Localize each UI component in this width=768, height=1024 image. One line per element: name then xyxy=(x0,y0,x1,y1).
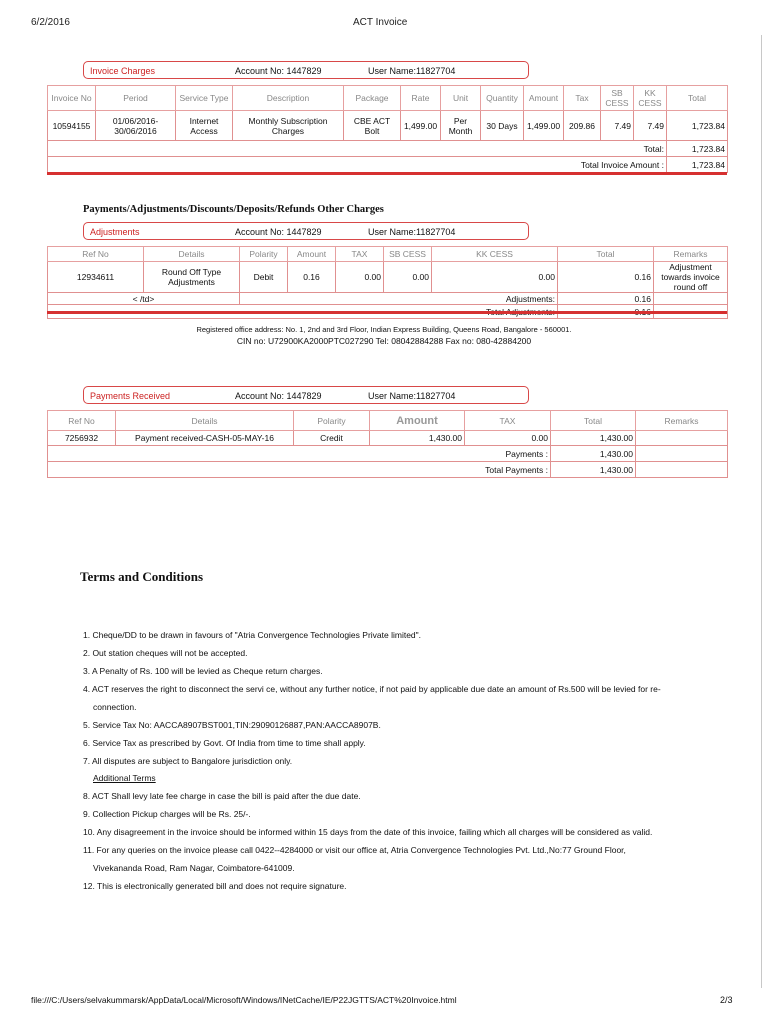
invoice-total-value: 1,723.84 xyxy=(667,141,728,157)
term-10: 10. Any disagreement in the invoice should be informed within 15 days from the date of this invoice, failing which all charges will be considered as valid. xyxy=(83,827,653,837)
adj-cell-polarity: Debit xyxy=(240,262,288,293)
print-file-path: file:///C:/Users/selvakummarsk/AppData/Local/Microsoft/Windows/INetCache/IE/P22JGTTS/ACT%20Invoice.html xyxy=(31,995,457,1005)
pay-sub-empty xyxy=(636,446,728,462)
payments-row xyxy=(48,431,728,446)
col-unit: Unit xyxy=(441,86,481,111)
payments-user-name: User Name:11827704 xyxy=(368,391,456,401)
pay-sub-value: 1,430.00 xyxy=(551,446,636,462)
cell-unit: Per Month xyxy=(441,111,481,141)
adjustments-label: Adjustments xyxy=(90,227,140,237)
col-description: Description xyxy=(233,86,344,111)
col-quantity: Quantity xyxy=(481,86,524,111)
term-5: 5. Service Tax No: AACCA8907BST001,TIN:29090126887,PAN:AACCA8907B. xyxy=(83,720,381,730)
adjustments-user-name: User Name:11827704 xyxy=(368,227,456,237)
invoice-account-no: Account No: 1447829 xyxy=(235,66,322,76)
adj-col-amount: Amount xyxy=(288,247,336,262)
payments-section-title: Payments/Adjustments/Discounts/Deposits/Refunds Other Charges xyxy=(83,204,384,215)
pay-cell-remarks xyxy=(636,431,728,446)
invoice-user-name: User Name:11827704 xyxy=(368,66,456,76)
adj-col-polarity: Polarity xyxy=(240,247,288,262)
pay-col-tax: TAX xyxy=(465,411,551,431)
term-7: 7. All disputes are subject to Bangalore jurisdiction only. xyxy=(83,756,293,766)
print-page-number: 2/3 xyxy=(720,995,733,1005)
col-kk-cess: KK CESS xyxy=(634,86,667,111)
pay-col-amount: Amount xyxy=(370,411,465,431)
adj-cell-tax: 0.00 xyxy=(336,262,384,293)
adj-sub-empty xyxy=(654,293,728,305)
pay-col-polarity: Polarity xyxy=(294,411,370,431)
term-9: 9. Collection Pickup charges will be Rs. 25/-. xyxy=(83,809,251,819)
payments-header-row xyxy=(48,411,728,431)
invoice-grand-value: 1,723.84 xyxy=(667,157,728,173)
pay-cell-amount: 1,430.00 xyxy=(370,431,465,446)
pay-cell-total: 1,430.00 xyxy=(551,431,636,446)
right-border-line xyxy=(761,35,762,988)
adjustments-header xyxy=(83,222,529,240)
adj-sub-value: 0.16 xyxy=(558,293,654,305)
col-tax: Tax xyxy=(564,86,601,111)
invoice-charges-table xyxy=(47,85,728,173)
col-period: Period xyxy=(96,86,176,111)
adj-col-total: Total xyxy=(558,247,654,262)
payments-total-row xyxy=(48,462,728,478)
term-4: 4. ACT reserves the right to disconnect the servi ce, without any further notice, if not paid by applicable due date an amount of Rs.500 will be levied for re- xyxy=(83,684,661,694)
cell-package: CBE ACT Bolt xyxy=(344,111,401,141)
invoice-grand-row xyxy=(48,157,728,173)
cell-period: 01/06/2016-30/06/2016 xyxy=(96,111,176,141)
print-date: 6/2/2016 xyxy=(31,17,70,28)
col-service-type: Service Type xyxy=(176,86,233,111)
term-4-cont: connection. xyxy=(93,702,137,712)
pay-cell-polarity: Credit xyxy=(294,431,370,446)
term-8: 8. ACT Shall levy late fee charge in case the bill is paid after the due date. xyxy=(83,791,361,801)
adjustments-bottom-bar xyxy=(47,311,727,314)
adj-td-text: < /td> xyxy=(48,293,240,305)
cell-tax: 209.86 xyxy=(564,111,601,141)
pay-col-details: Details xyxy=(116,411,294,431)
pay-cell-tax: 0.00 xyxy=(465,431,551,446)
adj-cell-sb-cess: 0.00 xyxy=(384,262,432,293)
adj-cell-amount: 0.16 xyxy=(288,262,336,293)
adjustments-account-no: Account No: 1447829 xyxy=(235,227,322,237)
adjustments-row xyxy=(48,262,728,293)
col-rate: Rate xyxy=(401,86,441,111)
adj-col-details: Details xyxy=(144,247,240,262)
payments-account-no: Account No: 1447829 xyxy=(235,391,322,401)
cell-amount: 1,499.00 xyxy=(524,111,564,141)
col-sb-cess: SB CESS xyxy=(601,86,634,111)
cell-quantity: 30 Days xyxy=(481,111,524,141)
adjustments-sub-row xyxy=(48,293,728,305)
payments-label: Payments Received xyxy=(90,391,171,401)
cell-total: 1,723.84 xyxy=(667,111,728,141)
cell-kk-cess: 7.49 xyxy=(634,111,667,141)
term-12: 12. This is electronically generated bill and does not require signature. xyxy=(83,881,347,891)
adj-cell-details: Round Off Type Adjustments xyxy=(144,262,240,293)
invoice-bottom-bar xyxy=(47,172,727,175)
col-invoice-no: Invoice No xyxy=(48,86,96,111)
terms-title: Terms and Conditions xyxy=(80,569,204,584)
cell-service-type: Internet Access xyxy=(176,111,233,141)
col-total: Total xyxy=(667,86,728,111)
invoice-row xyxy=(48,111,728,141)
invoice-header-row xyxy=(48,86,728,111)
cell-sb-cess: 7.49 xyxy=(601,111,634,141)
adj-col-ref-no: Ref No xyxy=(48,247,144,262)
invoice-total-row xyxy=(48,141,728,157)
pay-col-ref-no: Ref No xyxy=(48,411,116,431)
cell-rate: 1,499.00 xyxy=(401,111,441,141)
cell-description: Monthly Subscription Charges xyxy=(233,111,344,141)
pay-total-label: Total Payments : xyxy=(48,462,551,478)
adjustments-table xyxy=(47,246,728,319)
adj-col-sb-cess: SB CESS xyxy=(384,247,432,262)
payments-header xyxy=(83,386,529,404)
payments-table xyxy=(47,410,728,478)
pay-total-value: 1,430.00 xyxy=(551,462,636,478)
adjustments-header-row xyxy=(48,247,728,262)
col-package: Package xyxy=(344,86,401,111)
term-11: 11. For any queries on the invoice please call 0422--4284000 or visit our office at, Atria Convergence Technologies Pvt. Ltd.,No:77 Ground Floor, xyxy=(83,845,626,855)
term-1: 1. Cheque/DD to be drawn in favours of "Atria Convergence Technologies Private limited". xyxy=(83,630,422,640)
col-amount: Amount xyxy=(524,86,564,111)
invoice-charges-header xyxy=(83,61,529,79)
adj-col-tax: TAX xyxy=(336,247,384,262)
invoice-total-label: Total: xyxy=(48,141,667,157)
payments-sub-row xyxy=(48,446,728,462)
invoice-charges-label: Invoice Charges xyxy=(90,66,156,76)
pay-col-remarks: Remarks xyxy=(636,411,728,431)
term-11-cont: Vivekananda Road, Ram Nagar, Coimbatore-641009. xyxy=(93,863,295,873)
term-6: 6. Service Tax as prescribed by Govt. Of India from time to time shall apply. xyxy=(83,738,366,748)
office-cin: CIN no: U72900KA2000PTC027290 Tel: 08042884288 Fax no: 080-42884200 xyxy=(236,336,532,346)
term-3: 3. A Penalty of Rs. 100 will be levied as Cheque return charges. xyxy=(83,666,323,676)
pay-cell-details: Payment received-CASH-05-MAY-16 xyxy=(116,431,294,446)
pay-total-empty xyxy=(636,462,728,478)
additional-terms-heading: Additional Terms xyxy=(93,773,156,783)
adj-cell-kk-cess: 0.00 xyxy=(432,262,558,293)
term-2: 2. Out station cheques will not be accepted. xyxy=(83,648,248,658)
adj-sub-label: Adjustments: xyxy=(240,293,558,305)
adj-col-remarks: Remarks xyxy=(654,247,728,262)
pay-cell-ref-no: 7256932 xyxy=(48,431,116,446)
cell-invoice-no: 10594155 xyxy=(48,111,96,141)
print-title: ACT Invoice xyxy=(353,17,408,28)
adj-cell-total: 0.16 xyxy=(558,262,654,293)
pay-col-total: Total xyxy=(551,411,636,431)
invoice-grand-label: Total Invoice Amount : xyxy=(48,157,667,173)
adj-cell-ref-no: 12934611 xyxy=(48,262,144,293)
adj-col-kk-cess: KK CESS xyxy=(432,247,558,262)
adj-cell-remarks: Adjustment towards invoice round off xyxy=(654,262,728,293)
pay-sub-label: Payments : xyxy=(48,446,551,462)
office-address: Registered office address: No. 1, 2nd and 3rd Floor, Indian Express Building, Queens Road, Bangalore - 560001. xyxy=(196,325,572,334)
